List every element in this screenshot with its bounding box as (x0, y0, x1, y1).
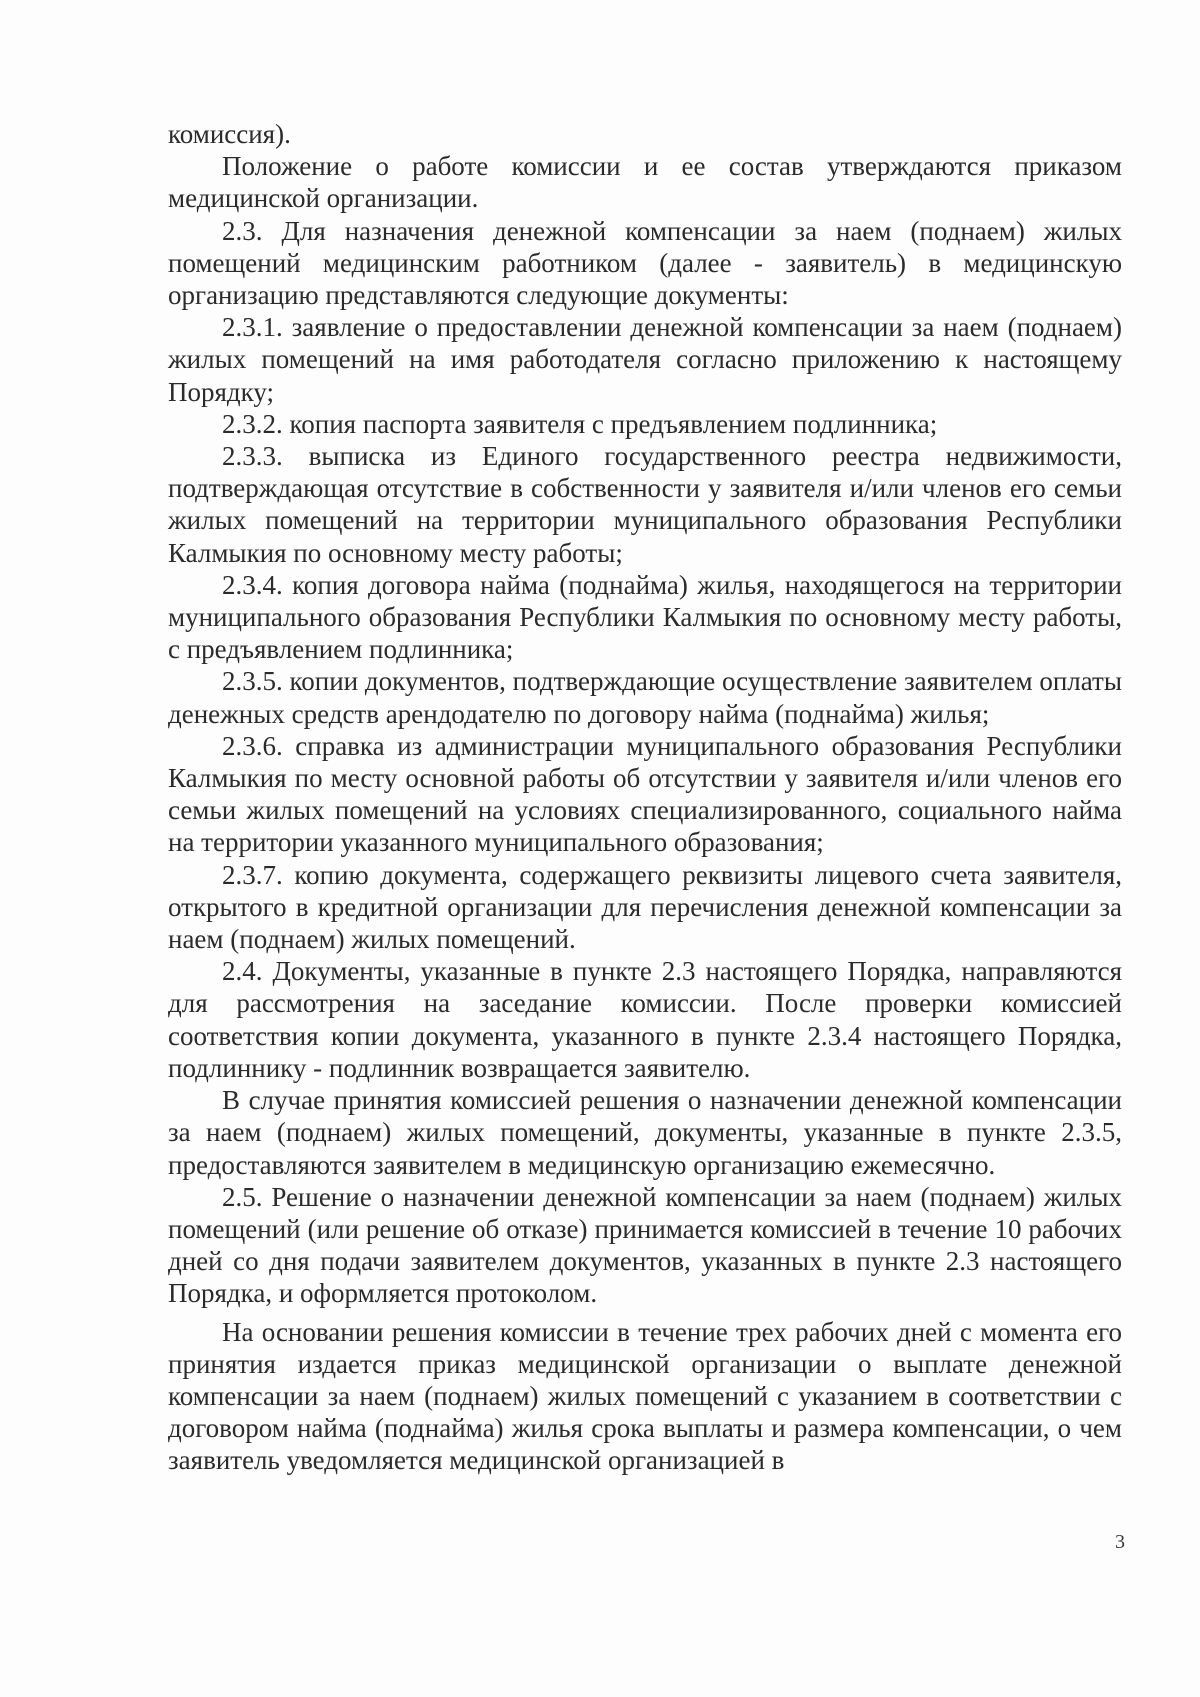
paragraph-2-3: 2.3. Для назначения денежной компенсации за наем (поднаем) жилых помещений медицинским работником (далее - заявитель) в медицинскую организацию представляются следующие документы: (168, 215, 1122, 311)
paragraph-2-3-5: 2.3.5. копии документов, подтверждающие осуществление заявителем оплаты денежных средств арендодателю по договору найма (поднайма) жилья; (168, 666, 1122, 729)
page-number: 3 (1115, 1531, 1125, 1553)
paragraph-2-3-4: 2.3.4. копия договора найма (поднайма) жилья, находящегося на территории муниципального образования Республики Калмыкия по основному месту работы, с предъявлением подлинника; (168, 569, 1122, 665)
paragraph-commission-regulation: Положение о работе комиссии и ее состав утверждаются приказом медицинской организации. (168, 151, 1122, 214)
paragraph-commission-end: комиссия). (168, 119, 291, 149)
paragraph-2-3-2: 2.3.2. копия паспорта заявителя с предъявлением подлинника; (222, 408, 938, 439)
paragraph-2-4: 2.4. Документы, указанные в пункте 2.3 настоящего Порядка, направляются для рассмотрения на заседание комиссии. После проверки комиссией соответствия копии документа, указанного в пункте 2.3.4 настоящего Порядка, подлиннику - подлинник возвращается заявителю. (168, 956, 1122, 1083)
paragraph-monthly-documents: В случае принятия комиссией решения о назначении денежной компенсации за наем (поднаем) жилых помещений, документы, указанные в пункте 2.3.5, предоставляются заявителем в медицинскую организацию ежемесячно. (168, 1085, 1122, 1180)
paragraph-2-5: 2.5. Решение о назначении денежной компенсации за наем (поднаем) жилых помещений (или решение об отказе) принимается комиссией в течение 10 рабочих дней со дня подачи заявителем документов, указанных в пункте 2.3 настоящего Порядка, и оформляется протоколом. (168, 1181, 1122, 1309)
paragraph-2-3-7: 2.3.7. копию документа, содержащего реквизиты лицевого счета заявителя, открытого в кредитной организации для перечисления денежной компенсации за наем (поднаем) жилых помещений. (168, 859, 1122, 955)
paragraph-2-3-6: 2.3.6. справка из администрации муниципального образования Республики Калмыкия по месту основной работы об отсутствии у заявителя и/или членов его семьи жилых помещений на условиях специализированного, социального найма на территории указанного муниципального образования; (168, 730, 1122, 858)
paragraph-order-issuance: На основании решения комиссии в течение трех рабочих дней с момента его принятия издается приказ медицинской организации о выплате денежной компенсации за наем (поднаем) жилых помещений с указанием в соответствии с договором найма (поднайма) жилья срока выплаты и размера компенсации, о чем заявитель уведомляется медицинской организацией в (168, 1316, 1122, 1476)
document-body (168, 118, 1122, 1477)
paragraph-2-3-3: 2.3.3. выписка из Единого государственного реестра недвижимости, подтверждающая отсутствие в собственности у заявителя и/или членов его семьи жилых помещений на территории муниципального образования Республики Калмыкия по основному месту работы; (168, 441, 1122, 568)
paragraph-2-3-1: 2.3.1. заявление о предоставлении денежной компенсации за наем (поднаем) жилых помещений на имя работодателя согласно приложению к настоящему Порядку; (168, 312, 1122, 407)
